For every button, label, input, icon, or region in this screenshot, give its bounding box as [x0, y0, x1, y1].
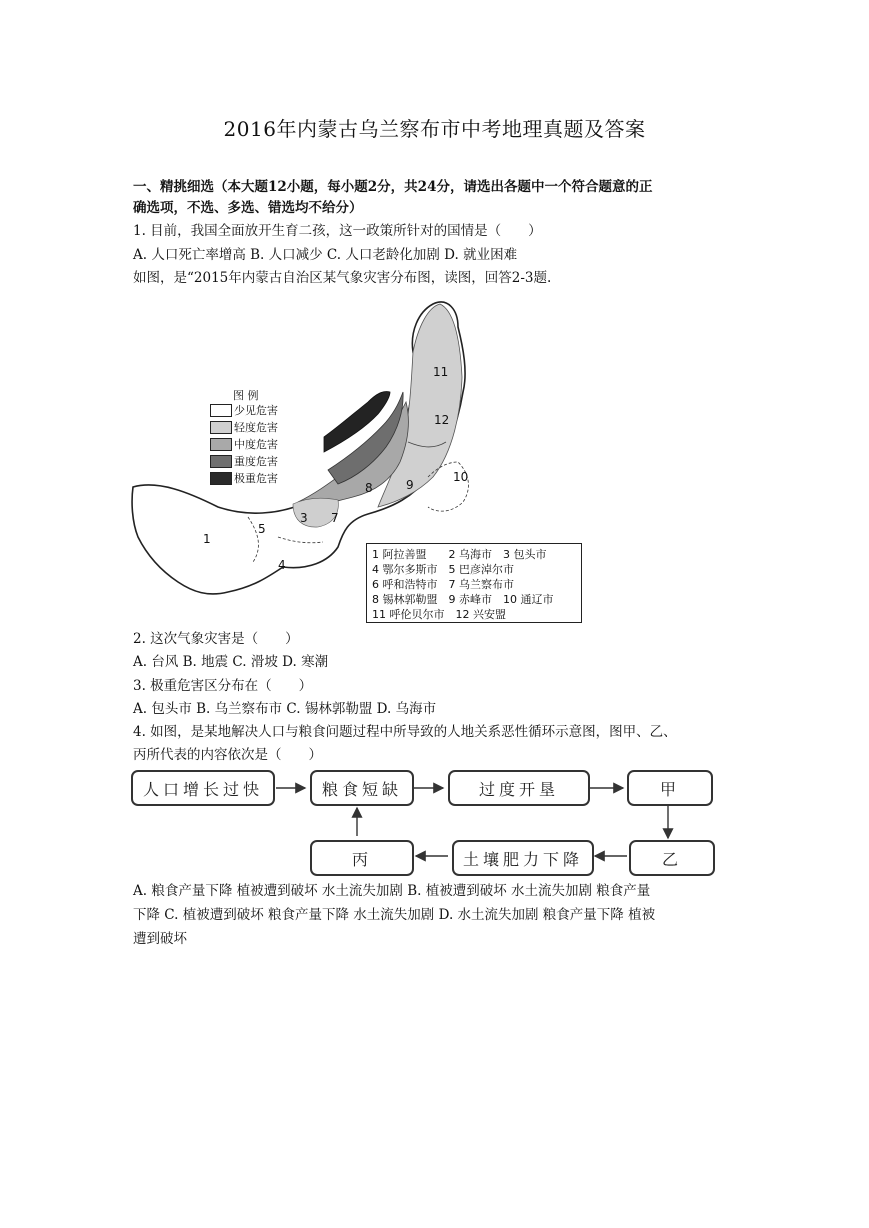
flow-box-over-cultivation: 过度开垦 — [448, 770, 590, 806]
legend-label-extreme: 极重危害 — [234, 472, 278, 485]
legend-swatch-rare — [210, 404, 232, 417]
section-header-line1: 一、精挑细选（本大题12小题，每小题2分，共24分，请选出各题中一个符合题意的正 — [133, 179, 653, 195]
legend-swatch-medium — [210, 438, 232, 451]
map-intro: 如图，是“2015年内蒙古自治区某气象灾害分布图，读图，回答2-3题. — [133, 270, 552, 286]
legend-swatch-extreme — [210, 472, 232, 485]
question-4-options-line3: 遭到破坏 — [133, 931, 187, 947]
key-row-1: 1 阿拉善盟 2 乌海市 3 包头市 — [372, 548, 547, 561]
key-row-2: 4 鄂尔多斯市 5 巴彦淖尔市 — [372, 563, 514, 576]
region-number-12: 12 — [434, 413, 450, 427]
key-row-4: 8 锡林郭勒盟 9 赤峰市 10 通辽市 — [372, 593, 554, 606]
question-1: 1. 目前，我国全面放开生育二孩，这一政策所针对的国情是（ ） — [133, 223, 542, 239]
key-row-3: 6 呼和浩特市 7 乌兰察布市 — [372, 578, 514, 591]
legend-swatch-severe — [210, 455, 232, 468]
region-number-7: 7 — [331, 511, 339, 525]
flow-box-jia: 甲 — [627, 770, 713, 806]
region-number-4: 4 — [278, 558, 286, 572]
region-number-10: 10 — [453, 470, 469, 484]
region-number-11: 11 — [433, 365, 449, 379]
question-1-options: A. 人口死亡率增高 B. 人口减少 C. 人口老龄化加剧 D. 就业困难 — [133, 247, 518, 263]
legend-title: 图 例 — [233, 389, 259, 402]
question-2: 2. 这次气象灾害是（ ） — [133, 631, 299, 647]
flow-box-population-growth: 人口增长过快 — [131, 770, 275, 806]
page-title: 2016年内蒙古乌兰察布市中考地理真题及答案 — [223, 117, 646, 141]
region-number-8: 8 — [365, 481, 373, 495]
section-header-line2: 确选项，不选、多选、错选均不给分） — [133, 200, 363, 216]
key-row-5: 11 呼伦贝尔市 12 兴安盟 — [372, 608, 506, 621]
flow-box-soil-fertility-decline: 土壤肥力下降 — [452, 840, 594, 876]
weather-disaster-map — [128, 292, 588, 627]
question-2-options: A. 台风 B. 地震 C. 滑坡 D. 寒潮 — [133, 654, 329, 670]
region-key-box — [366, 543, 582, 623]
legend-label-severe: 重度危害 — [234, 455, 278, 468]
flow-diagram — [130, 768, 720, 878]
legend-label-light: 轻度危害 — [234, 421, 278, 434]
legend-label-rare: 少见危害 — [234, 404, 278, 417]
legend-label-medium: 中度危害 — [234, 438, 278, 451]
question-4-line1: 4. 如图，是某地解决人口与粮食问题过程中所导致的人地关系恶性循环示意图，图甲、乙、 — [133, 724, 677, 740]
question-3: 3. 极重危害区分布在（ ） — [133, 678, 313, 694]
flow-box-food-shortage: 粮食短缺 — [310, 770, 414, 806]
legend-swatch-light — [210, 421, 232, 434]
question-4-options-line1: A. 粮食产量下降 植被遭到破坏 水土流失加剧 B. 植被遭到破坏 水土流失加剧 粮食产量 — [133, 883, 651, 899]
flow-box-bing: 丙 — [310, 840, 414, 876]
light-hazard-area — [378, 304, 462, 507]
flow-box-yi: 乙 — [629, 840, 715, 876]
question-4-line2: 丙所代表的内容依次是（ ） — [133, 747, 322, 763]
region-number-9: 9 — [406, 478, 414, 492]
question-3-options: A. 包头市 B. 乌兰察布市 C. 锡林郭勒盟 D. 乌海市 — [133, 701, 437, 717]
region-number-5: 5 — [258, 522, 266, 536]
question-4-options-line2: 下降 C. 植被遭到破坏 粮食产量下降 水土流失加剧 D. 水土流失加剧 粮食产量下降 植被 — [133, 907, 656, 923]
region-number-1: 1 — [203, 532, 211, 546]
region-number-3: 3 — [300, 511, 308, 525]
